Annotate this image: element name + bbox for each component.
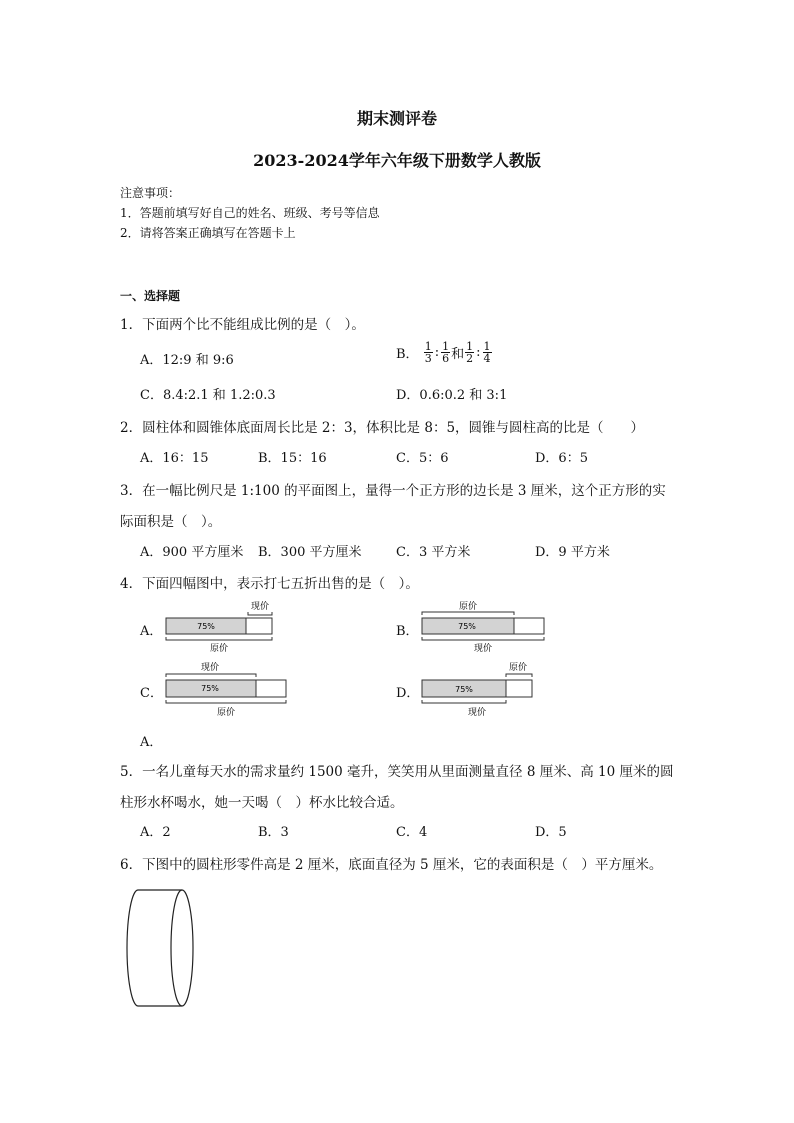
section-heading: 一、选择题 [120, 289, 181, 303]
q4-option-d-label: D． [396, 686, 420, 701]
q2-option-d: D．6：5 [535, 451, 588, 466]
fraction: $\frac{1}{4}$ [483, 340, 491, 365]
diagram-bottom-label: 现价 [473, 644, 493, 654]
q3-option-b: B．300 平方厘米 [258, 545, 362, 560]
q4-diagram-b [420, 598, 548, 654]
q3-option-d: D．9 平方米 [535, 545, 610, 560]
diagram-bottom-label: 现价 [467, 708, 487, 718]
question-5-line-2: 柱形水杯喝水，她一天喝（ ）杯水比较合适。 [120, 795, 404, 811]
q5-option-d: D．5 [535, 825, 567, 840]
fraction: $\frac{1}{6}$ [442, 340, 450, 365]
question-6: 6．下图中的圆柱形零件高是 2 厘米，底面直径为 5 厘米，它的表面积是（ ）平方厘米。 [120, 857, 663, 873]
q5-option-a: A．2 [140, 825, 171, 840]
q1-option-b-label: B． [396, 347, 419, 362]
q2-option-b: B．15：16 [258, 451, 327, 466]
note-item-2: 2．请将答案正确填写在答题卡上 [120, 226, 296, 240]
q1-option-c: C．8.4:2.1 和 1.2:0.3 [140, 388, 276, 403]
q1-option-b: B． $\frac{1}{3}$ : $\frac{1}{6}$ 和 $\frac{1}{2}$ : $\frac{1}{4}$ [396, 340, 491, 365]
diagram-percent-label: 75% [201, 684, 219, 693]
q3-option-a: A．900 平方厘米 [140, 545, 244, 560]
diagram-bottom-label: 原价 [216, 708, 236, 718]
q3-option-c: C．3 平方米 [396, 545, 471, 560]
q1-option-d: D．0.6:0.2 和 3:1 [396, 388, 508, 403]
fraction: $\frac{1}{3}$ [424, 340, 432, 365]
diagram-top-label: 现价 [200, 663, 220, 673]
q5-option-c: C．4 [396, 825, 428, 840]
q4-diagram-d [420, 658, 540, 720]
diagram-top-label: 原价 [458, 602, 478, 612]
diagram-top-label: 原价 [508, 663, 528, 673]
q4-option-a-label: A． [140, 624, 163, 639]
note-item-1: 1．答题前填写好自己的姓名、班级、考号等信息 [120, 206, 380, 220]
cylinder-diagram [118, 885, 204, 1013]
q5-option-b: B．3 [258, 825, 289, 840]
q2-option-c: C．5：6 [396, 451, 449, 466]
q4-option-c-label: C． [140, 686, 163, 701]
diagram-percent-label: 75% [197, 622, 215, 631]
question-2: 2．圆柱体和圆锥体底面周长比是 2：3，体积比是 8：5，圆锥与圆柱高的比是（ ） [120, 420, 645, 436]
q2-option-a: A．16：15 [140, 451, 209, 466]
q4-option-b-label: B． [396, 624, 419, 639]
notes-heading: 注意事项： [120, 186, 181, 200]
page-subtitle: 2023-2024学年六年级下册数学人教版 [253, 151, 541, 170]
diagram-bottom-label: 原价 [209, 644, 229, 654]
question-3-line-1: 3．在一幅比例尺是 1:100 的平面图上，量得一个正方形的边长是 3 厘米，这个正方形的实 [120, 483, 666, 499]
q4-diagram-c [164, 660, 292, 718]
q1-option-a: A．12:9 和 9:6 [140, 353, 234, 368]
diagram-percent-label: 75% [455, 685, 473, 694]
question-1: 1．下面两个比不能组成比例的是（ ）。 [120, 317, 365, 333]
question-4: 4．下面四幅图中，表示打七五折出售的是（ ）。 [120, 576, 419, 592]
diagram-percent-label: 75% [458, 622, 476, 631]
question-5-line-1: 5．一名儿童每天水的需求量约 1500 毫升，笑笑用从里面测量直径 8 厘米、高 10 厘米的圆 [120, 764, 674, 780]
diagram-top-label: 现价 [250, 602, 270, 612]
question-3-line-2: 际面积是（ ）。 [120, 514, 222, 530]
q4-answer-line: A． [140, 735, 163, 750]
page-title: 期末测评卷 [356, 109, 437, 128]
fraction: $\frac{1}{2}$ [466, 340, 474, 365]
q4-diagram-a [164, 598, 284, 654]
